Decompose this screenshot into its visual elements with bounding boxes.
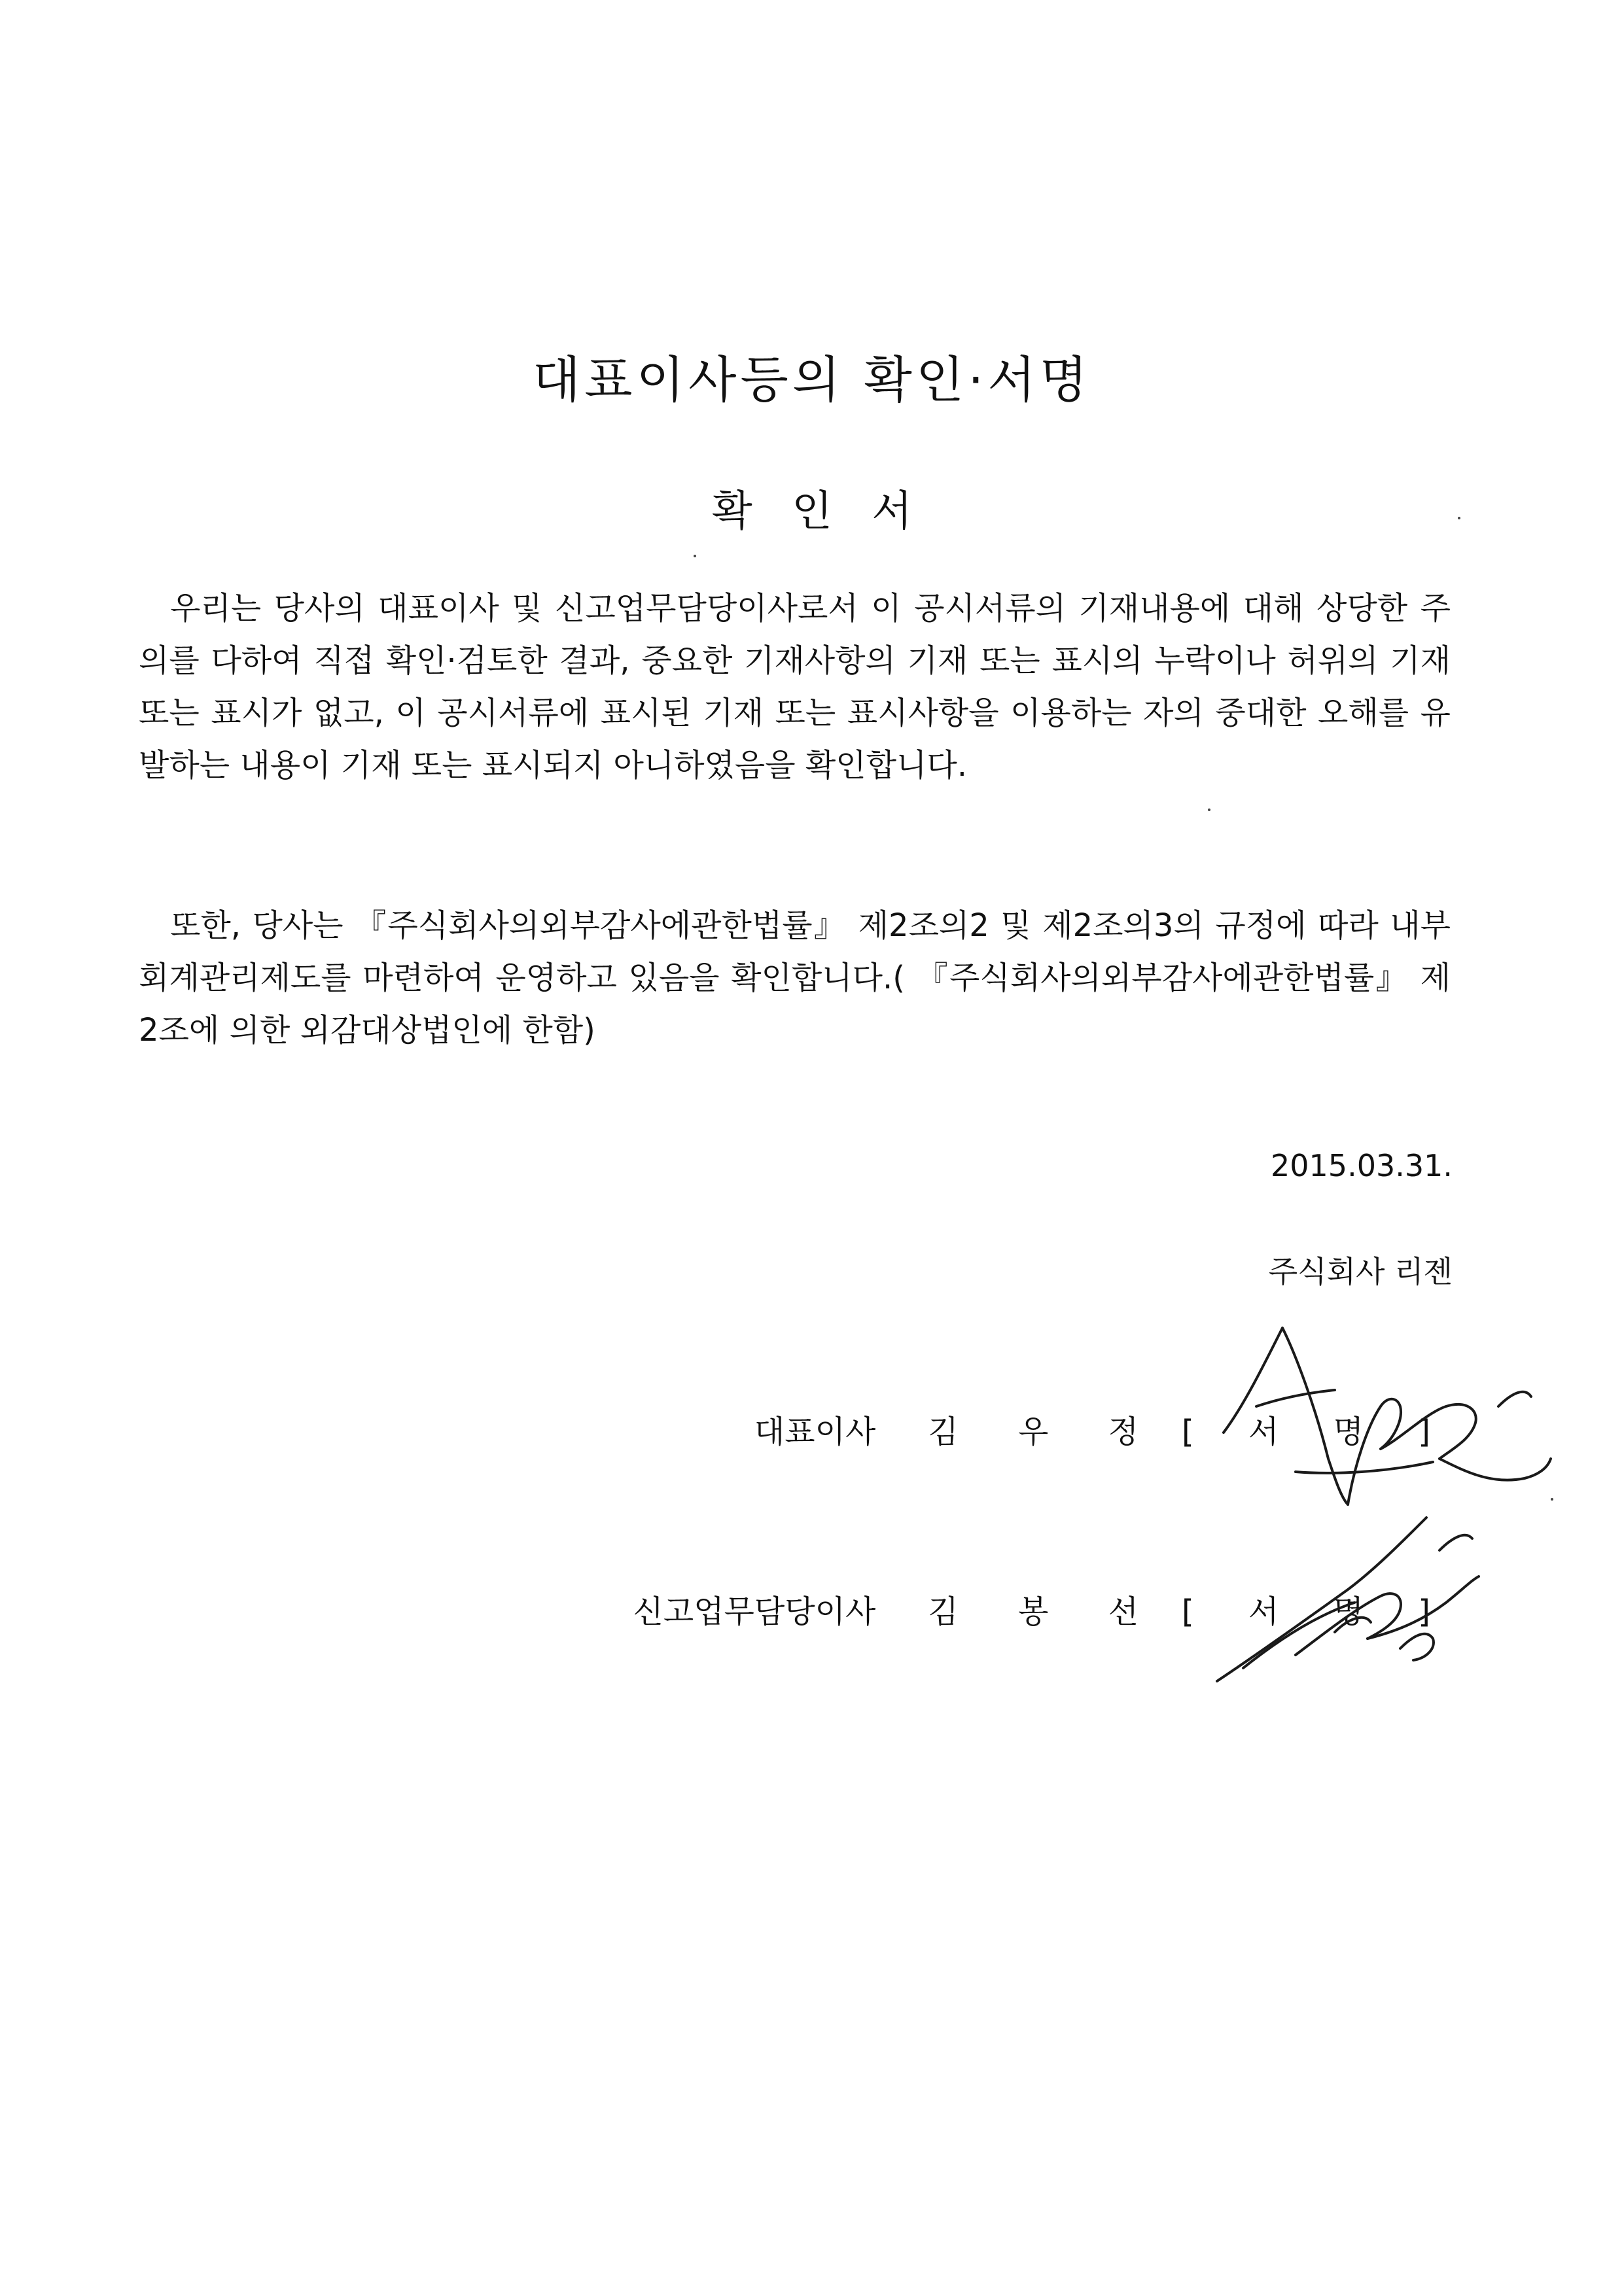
signatory-row-disclosure-officer <box>633 1586 1453 1631</box>
signatory-name: 김 봉 선 <box>928 1593 1164 1630</box>
signature-placeholder: [ 서 명 ] <box>1182 1593 1453 1630</box>
internal-control-paragraph: 또한, 당사는 『주식회사의외부감사에관한법률』 제2조의2 및 제2조의3의 규정에 따라 내부회계관리제도를 마련하여 운영하고 있음을 확인합니다.( 『주식회사의외부감사에관한법률』 제2조에 의한 외감대상법인에 한함) <box>139 907 1451 1049</box>
signatory-role: 신고업무담당이사 <box>633 1593 876 1630</box>
company-name: 주식회사 리젠 <box>1268 1254 1453 1289</box>
document-subtitle: 확 인 서 <box>711 487 913 536</box>
signatory-name: 김 우 정 <box>928 1414 1164 1450</box>
document-title: 대표이사등의 확인·서명 <box>532 351 1092 409</box>
signature-placeholder: [ 서 명 ] <box>1182 1414 1453 1450</box>
signatory-row-ceo <box>754 1406 1453 1452</box>
scan-speck <box>1208 809 1210 811</box>
confirmation-paragraph: 우리는 당사의 대표이사 및 신고업무담당이사로서 이 공시서류의 기재내용에 대해 상당한 주의를 다하여 직접 확인·검토한 결과, 중요한 기재사항의 기재 또는 표시의 누락이나 허위의 기재 또는 표시가 없고, 이 공시서류에 표시된 기재 또는 표시사항을 이용하는 자의 중대한 오해를 유발하는 내용이 기재 또는 표시되지 아니하였음을 확인합니다. <box>139 590 1451 784</box>
scan-speck <box>1458 517 1460 519</box>
document-date: 2015.03.31. <box>1271 1148 1453 1183</box>
signatory-role: 대표이사 <box>754 1414 876 1450</box>
scan-speck <box>694 555 696 557</box>
scan-speck <box>1551 1498 1553 1501</box>
